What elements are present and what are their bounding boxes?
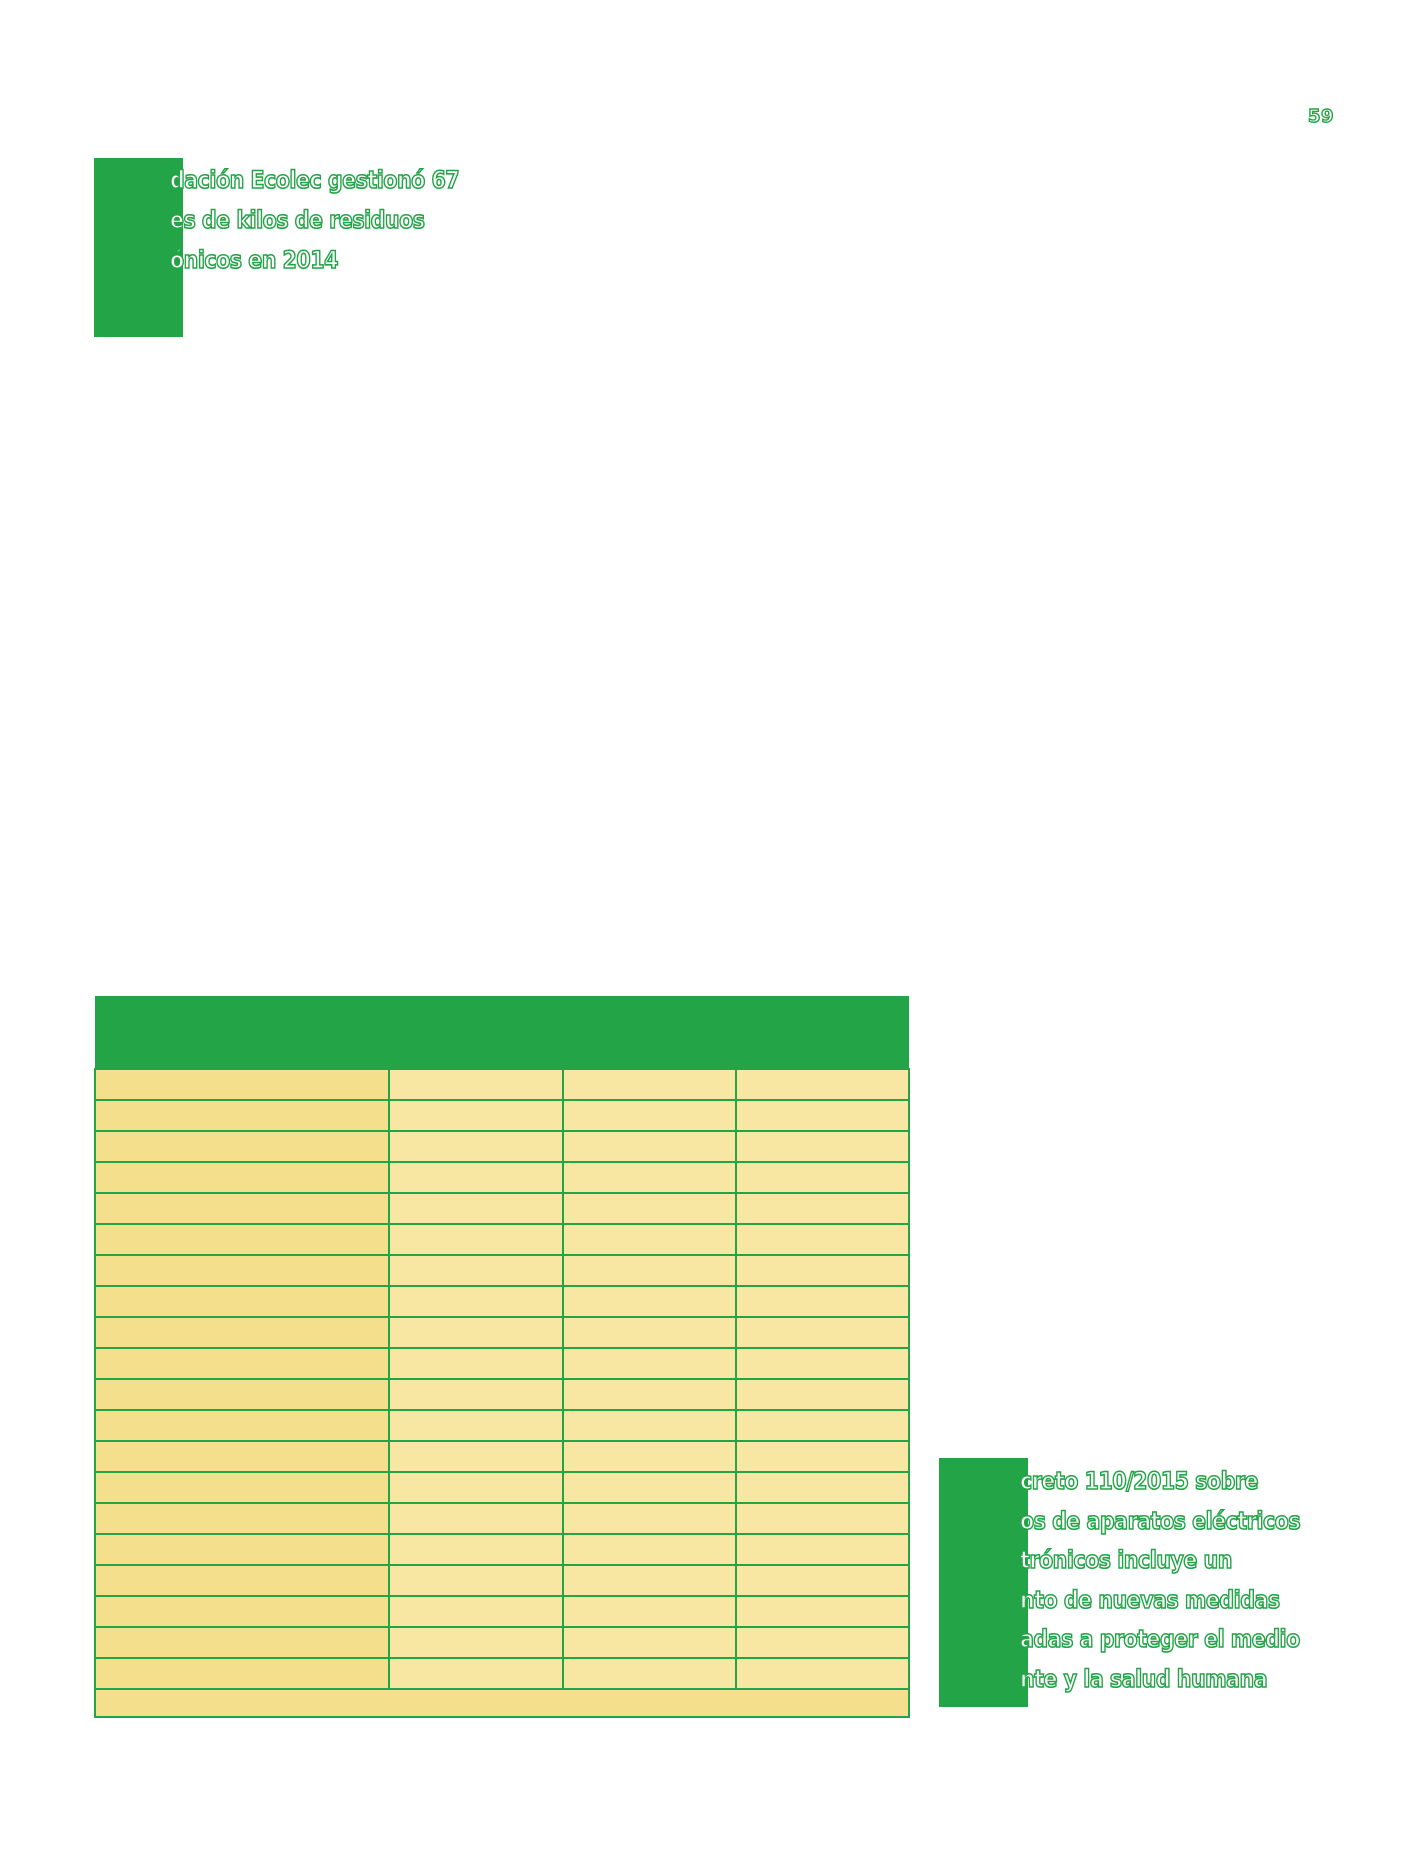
table-cell xyxy=(389,1472,563,1503)
table-row xyxy=(95,1534,909,1565)
pull-quote-bottom xyxy=(1020,1462,1350,1699)
table-row-label xyxy=(95,1224,389,1255)
table-body xyxy=(95,1069,909,1717)
table-row-label xyxy=(95,1348,389,1379)
table-cell xyxy=(563,1100,736,1131)
table-cell xyxy=(563,1503,736,1534)
table-row-label xyxy=(95,1162,389,1193)
table-row-label xyxy=(95,1503,389,1534)
quote-accent-block-bottom xyxy=(939,1458,1028,1707)
table-row-label xyxy=(95,1472,389,1503)
table-cell xyxy=(736,1224,909,1255)
pull-quote-line: adas a proteger el medio xyxy=(1020,1625,1300,1653)
table-header-row xyxy=(95,996,909,1069)
pull-quote-line: trónicos incluye un xyxy=(1020,1546,1232,1574)
table-cell xyxy=(736,1658,909,1689)
table-cell xyxy=(736,1410,909,1441)
table-row xyxy=(95,1317,909,1348)
table-row xyxy=(95,1193,909,1224)
table-total-row xyxy=(95,1689,909,1717)
table-row xyxy=(95,1255,909,1286)
table-cell xyxy=(736,1069,909,1100)
table-cell xyxy=(389,1534,563,1565)
data-table xyxy=(94,996,910,1718)
table-cell xyxy=(389,1224,563,1255)
table-cell xyxy=(563,1627,736,1658)
table-row xyxy=(95,1441,909,1472)
table-row-label xyxy=(95,1255,389,1286)
table-cell xyxy=(563,1410,736,1441)
table-row xyxy=(95,1100,909,1131)
table-row-label xyxy=(95,1534,389,1565)
pull-quote-top xyxy=(170,160,500,280)
table-row-label xyxy=(95,1596,389,1627)
table-cell xyxy=(736,1193,909,1224)
table-row-label xyxy=(95,1286,389,1317)
table-total-cell xyxy=(95,1689,909,1717)
pull-quote-line: creto 110/2015 sobre xyxy=(1020,1467,1259,1495)
table-cell xyxy=(563,1441,736,1472)
pull-quote-line: os de aparatos eléctricos xyxy=(1020,1506,1301,1535)
table-cell xyxy=(389,1379,563,1410)
table-cell xyxy=(389,1627,563,1658)
table-cell xyxy=(563,1224,736,1255)
table-row-label xyxy=(95,1658,389,1689)
pull-quote-line: nto de nuevas medidas xyxy=(1020,1585,1280,1614)
table-row-label xyxy=(95,1627,389,1658)
table-cell xyxy=(389,1131,563,1162)
table-cell xyxy=(563,1193,736,1224)
pull-quote-line: es de kilos de residuos xyxy=(170,206,425,234)
table-row xyxy=(95,1472,909,1503)
table-cell xyxy=(563,1317,736,1348)
table-cell xyxy=(563,1534,736,1565)
table-row xyxy=(95,1162,909,1193)
table-cell xyxy=(389,1317,563,1348)
table-cell xyxy=(389,1193,563,1224)
table-cell xyxy=(563,1286,736,1317)
table-cell xyxy=(736,1131,909,1162)
table-row-label xyxy=(95,1565,389,1596)
table-header-cell xyxy=(389,996,563,1069)
table-cell xyxy=(736,1286,909,1317)
table-row xyxy=(95,1658,909,1689)
table-cell xyxy=(736,1503,909,1534)
table-header-cell xyxy=(736,996,909,1069)
table-cell xyxy=(389,1162,563,1193)
pull-quote-line: ónicos en 2014 xyxy=(170,246,338,274)
table-header-cell xyxy=(95,996,389,1069)
table-cell xyxy=(389,1255,563,1286)
table-row xyxy=(95,1379,909,1410)
table-cell xyxy=(736,1100,909,1131)
table-cell xyxy=(389,1596,563,1627)
table-cell xyxy=(736,1627,909,1658)
table-row-label xyxy=(95,1100,389,1131)
table-cell xyxy=(389,1441,563,1472)
pull-quote-line: nte y la salud humana xyxy=(1020,1664,1268,1693)
page-number: 59 xyxy=(1308,106,1335,127)
table-row xyxy=(95,1224,909,1255)
table-row xyxy=(95,1069,909,1100)
table-row-label xyxy=(95,1131,389,1162)
table-row-label xyxy=(95,1317,389,1348)
table-cell xyxy=(736,1596,909,1627)
table-cell xyxy=(389,1658,563,1689)
table-cell xyxy=(736,1379,909,1410)
table-header-cell xyxy=(563,996,736,1069)
table-cell xyxy=(389,1100,563,1131)
table-cell xyxy=(736,1534,909,1565)
table-cell xyxy=(563,1379,736,1410)
table-cell xyxy=(389,1286,563,1317)
table-cell xyxy=(563,1472,736,1503)
table-cell xyxy=(736,1162,909,1193)
table-row xyxy=(95,1596,909,1627)
table-cell xyxy=(389,1069,563,1100)
pull-quote-line: dación Ecolec gestionó 67 xyxy=(170,166,460,194)
table-row-label xyxy=(95,1193,389,1224)
table-cell xyxy=(563,1069,736,1100)
table-cell xyxy=(563,1348,736,1379)
table-row-label xyxy=(95,1441,389,1472)
table-row xyxy=(95,1348,909,1379)
table-cell xyxy=(736,1472,909,1503)
table-row-label xyxy=(95,1069,389,1100)
table-cell xyxy=(389,1565,563,1596)
table-cell xyxy=(736,1255,909,1286)
table-row-label xyxy=(95,1410,389,1441)
table-cell xyxy=(389,1503,563,1534)
table-cell xyxy=(563,1565,736,1596)
table-row xyxy=(95,1503,909,1534)
table-cell xyxy=(389,1348,563,1379)
table-cell xyxy=(563,1658,736,1689)
table-cell xyxy=(736,1317,909,1348)
table-cell xyxy=(736,1348,909,1379)
table-row xyxy=(95,1286,909,1317)
table-row xyxy=(95,1565,909,1596)
table-cell xyxy=(563,1162,736,1193)
table-cell xyxy=(389,1410,563,1441)
table-row xyxy=(95,1627,909,1658)
table-cell xyxy=(563,1131,736,1162)
table-cell xyxy=(563,1255,736,1286)
table-row-label xyxy=(95,1379,389,1410)
table-cell xyxy=(736,1565,909,1596)
table-row xyxy=(95,1410,909,1441)
table-cell xyxy=(563,1596,736,1627)
table-cell xyxy=(736,1441,909,1472)
table-row xyxy=(95,1131,909,1162)
